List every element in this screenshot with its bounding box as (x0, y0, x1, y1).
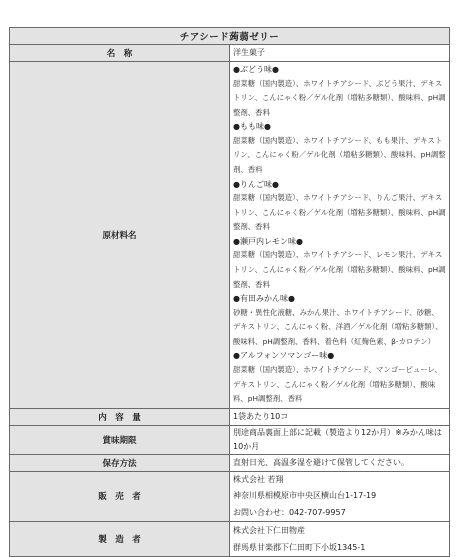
flavor-head: ●瀬戸内レモン味● (233, 236, 303, 246)
seller-address: 神奈川県相模原市中央区横山台1-17-19 (233, 491, 377, 501)
food-label-table (9, 27, 450, 557)
ingredients-value (230, 62, 450, 409)
seller-value (230, 471, 450, 522)
flavor-head: ●りんご味● (233, 179, 279, 189)
label-title: チアシード蒟蒻ゼリー (10, 28, 450, 45)
flavor-body: 甜菜糖（国内製造）、ホワイトチアシード、りんご果汁、デキストリン、こんにゃく粉／ゲル化剤（増粘多糖類）、酸味料、pH調整剤、香料 (233, 193, 446, 232)
seller-label: 販 売 者 (10, 471, 230, 522)
name-label: 名 称 (10, 45, 230, 62)
flavor-mikan (233, 292, 446, 349)
flavor-lemon (233, 235, 446, 292)
flavor-body: 甜菜糖（国内製造）、ホワイトチアシード、マンゴーピューレ、デキストリン、こんにゃく粉／ゲル化剤（増粘多糖類）、酸味料、pH調整剤、香料 (233, 364, 442, 404)
name-value: 洋生菓子 (230, 45, 450, 62)
best-before-label: 賞味期限 (10, 425, 230, 454)
flavor-body: 甜菜糖（国内製造）、ホワイトチアシード、もも果汁、デキストリン、こんにゃく粉／ゲル化剤（増粘多糖類）、酸味料、pH調整剤、香料 (233, 135, 446, 174)
flavor-body: 砂糖・異性化液糖、みかん果汁、ホワイトチアシード、砂糖、デキストリン、こんにゃく粉、洋酒／ゲル化剤（増粘多糖類）、酸味料、pH調整剤、香料、着色料（紅麹色素、β-カロテン） (233, 307, 443, 346)
quantity-label: 内 容 量 (10, 408, 230, 425)
maker-label: 製 造 者 (10, 522, 230, 557)
seller-company: 株式会社 若翔 (233, 474, 284, 484)
maker-value (230, 522, 450, 557)
storage-value: 直射日光、高温多湿を避けて保管してください。 (230, 454, 450, 471)
flavor-head: ●ぶどう味● (233, 65, 279, 74)
maker-address: 群馬県甘楽郡下仁田町下小坂1345-1 (233, 543, 366, 553)
flavor-grape (233, 63, 446, 120)
seller-contact: お問い合わせ：042-707-9957 (233, 507, 346, 517)
storage-label: 保存方法 (10, 454, 230, 471)
maker-company: 株式会社下仁田物産 (233, 526, 305, 536)
ingredients-label: 原材料名 (10, 62, 230, 409)
flavor-body: 甜菜糖（国内製造）、ホワイトチアシード、レモン果汁、デキストリン、こんにゃく粉／ゲル化剤（増粘多糖類）、酸味料、pH調整剤、香料 (233, 250, 446, 289)
flavor-peach (233, 120, 446, 177)
quantity-value: 1袋あたり10コ (230, 408, 450, 425)
flavor-head: ●もも味● (233, 122, 271, 132)
best-before-value: 別途商品裏面上部に記載（製造より12か月）※みかん味は10か月 (230, 425, 450, 454)
flavor-head: ●有田みかん味● (233, 294, 295, 304)
flavor-mango (233, 349, 446, 406)
flavor-body: 甜菜糖（国内製造）、ホワイトチアシード、ぶどう果汁、デキストリン、こんにゃく粉／ゲル化剤（増粘多糖類）、酸味料、pH調整剤、香料 (233, 78, 446, 117)
flavor-apple (233, 178, 446, 235)
flavor-head: ●アルフォンソマンゴー味● (233, 351, 335, 361)
